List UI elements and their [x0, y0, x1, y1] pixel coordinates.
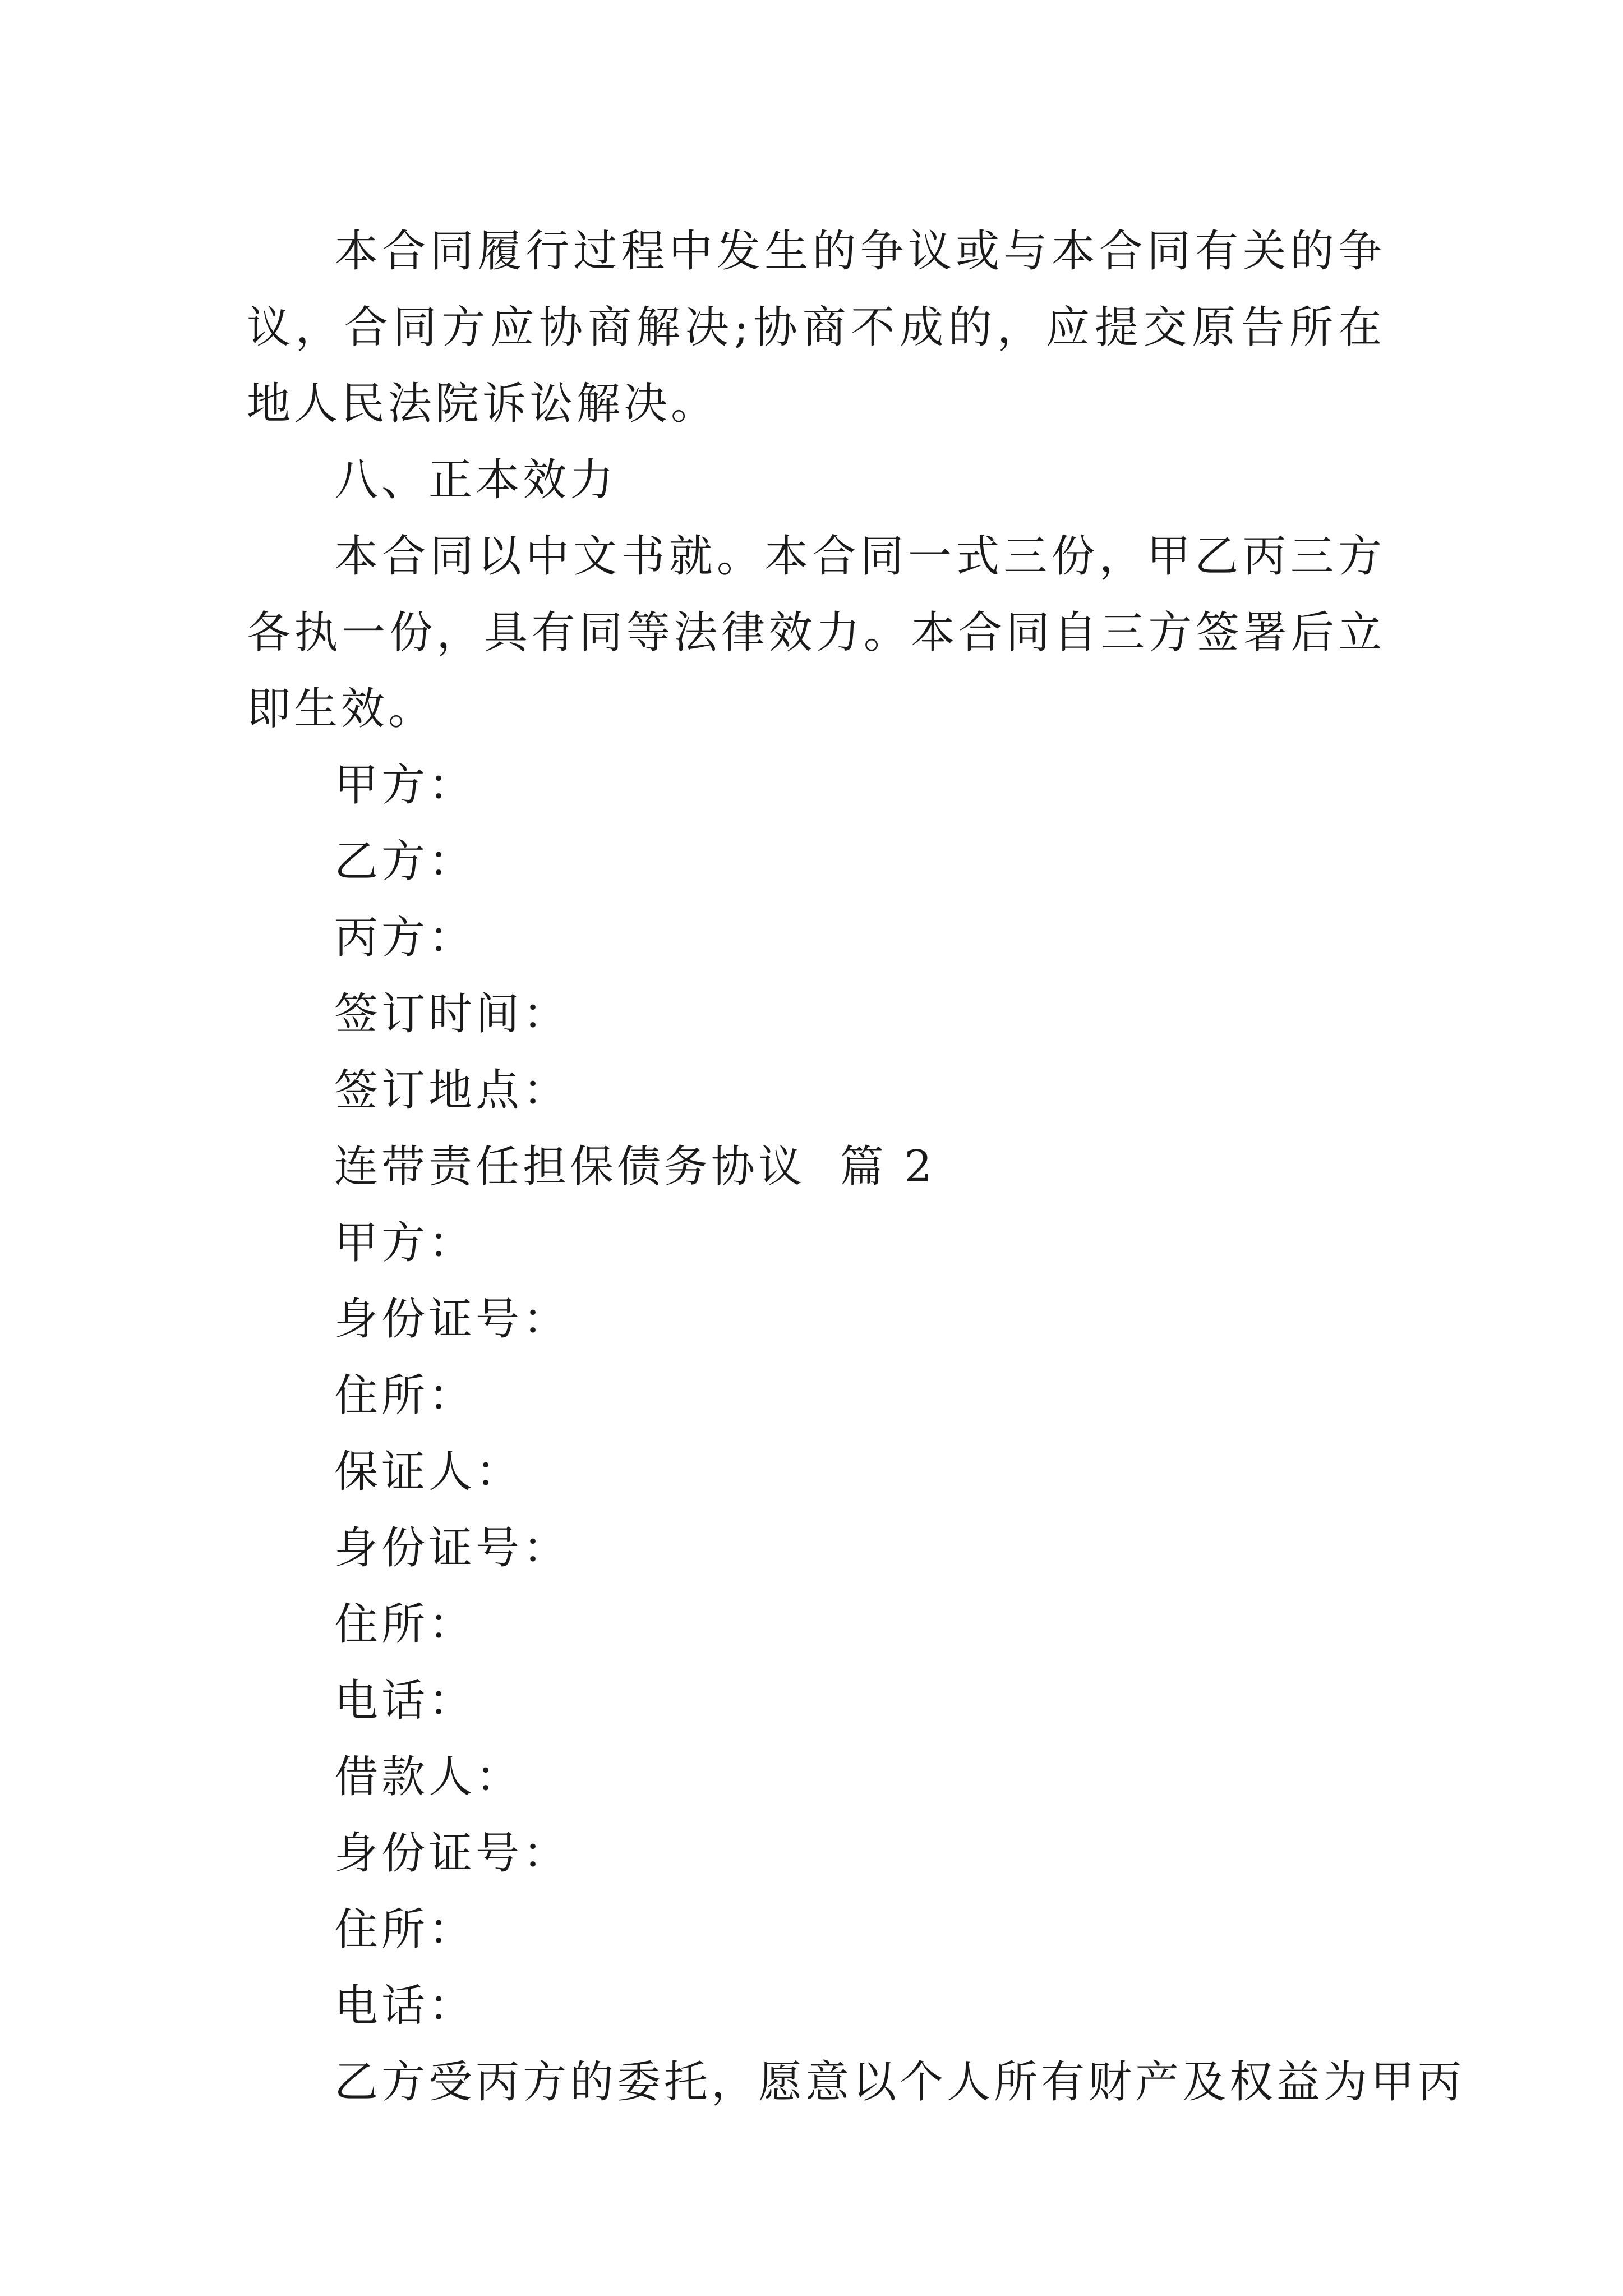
agreement-title: 连带责任担保债务协议 篇 2 [334, 1142, 936, 1192]
field-borrower-address: 住所： [334, 1904, 476, 1955]
field-guarantor-id: 身份证号： [334, 1523, 570, 1573]
field-guarantor-phone: 电话： [334, 1676, 476, 1726]
signature-date: 签订时间： [334, 989, 570, 1039]
signature-place: 签订地点： [334, 1065, 570, 1116]
paragraph-validity: 本合同以中文书就。本合同一式三份，甲乙丙三方各执一份，具有同等法律效力。本合同自三方签署后立即生效。 [247, 531, 1385, 734]
signature-party-c: 丙方： [334, 913, 476, 963]
field-party-a-id: 身份证号： [334, 1294, 570, 1345]
section-heading: 八、正本效力 [334, 455, 617, 505]
field-borrower: 借款人： [334, 1752, 523, 1802]
field-party-a-address: 住所： [334, 1370, 476, 1421]
field-borrower-phone: 电话： [334, 1981, 476, 2031]
paragraph-dispute: 本合同履行过程中发生的争议或与本合同有关的争议，合同方应协商解决;协商不成的，应提交原告所在地人民法院诉讼解决。 [247, 226, 1385, 429]
document-body [247, 213, 1465, 2120]
field-borrower-id: 身份证号： [334, 1828, 570, 1879]
field-guarantor-address: 住所： [334, 1599, 476, 1650]
field-guarantor: 保证人： [334, 1447, 523, 1497]
field-party-a: 甲方： [334, 1218, 476, 1268]
signature-party-a: 甲方： [334, 760, 476, 811]
paragraph-opening: 乙方受丙方的委托，愿意以个人所有财产及权益为甲丙 [334, 2057, 1465, 2108]
signature-party-b: 乙方： [334, 836, 476, 887]
